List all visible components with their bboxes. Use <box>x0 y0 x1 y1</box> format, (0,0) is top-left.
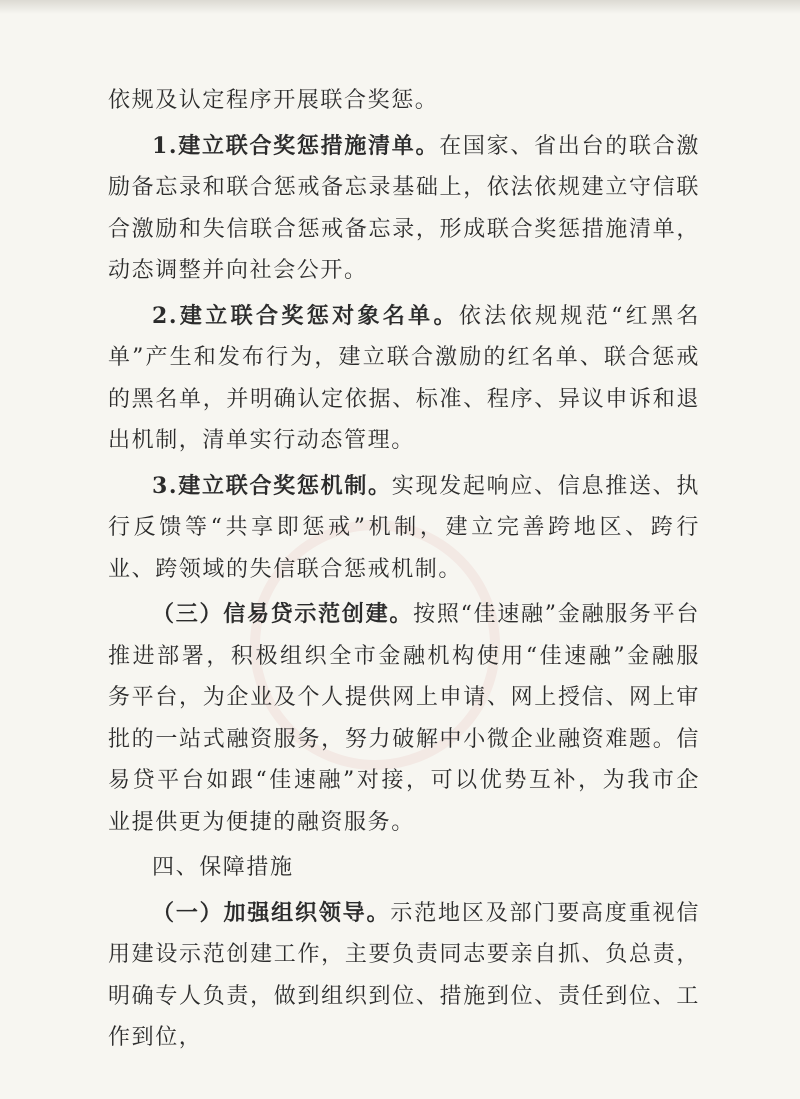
paragraph-continuation <box>108 80 700 122</box>
paragraph-organization <box>108 893 700 1059</box>
paragraph-text: 依法依规规范“红黑名单”产生和发布行为，建立联合激励的红名单、联合惩戒的黑名单，并明确认定依据、标准、程序、异议申诉和退出机制，清单实行动态管理。 <box>108 303 700 453</box>
scan-edge <box>0 0 800 14</box>
paragraph-lead: 3.建立联合奖惩机制。 <box>152 472 392 499</box>
paragraph-object-list <box>108 296 700 462</box>
paragraph-text: 依规及认定程序开展联合奖惩。 <box>108 88 439 113</box>
paragraph-lead: （三）信易贷示范创建。 <box>152 601 414 627</box>
paragraph-credit-loan <box>108 594 700 843</box>
paragraph-lead: （一）加强组织领导。 <box>152 899 391 926</box>
paragraph-text: 在国家、省出台的联合激励备忘录和联合惩戒备忘录基础上，依法依规建立守信联合激励和失信联合惩戒备忘录，形成联合奖惩措施清单，动态调整并向社会公开。 <box>108 133 700 283</box>
paragraph-mechanism <box>108 466 700 591</box>
document-page <box>108 80 700 1063</box>
paragraph-text: 实现发起响应、信息推送、执行反馈等“共享即惩戒”机制，建立完善跨地区、跨行业、跨领域的失信联合惩戒机制。 <box>108 473 700 582</box>
paragraph-measures-list <box>108 126 700 292</box>
section-heading: 四、保障措施 <box>152 855 294 880</box>
paragraph-lead: 2.建立联合奖惩对象名单。 <box>152 302 459 329</box>
paragraph-text: 按照“佳速融”金融服务平台推进部署，积极组织全市金融机构使用“佳速融”金融服务平台，为企业及个人提供网上申请、网上授信、网上审批的一站式融资服务，努力破解中小微企业融资难题。信易贷平台如跟“佳速融”对接，可以优势互补，为我市企业提供更为便捷的融资服务。 <box>108 602 701 835</box>
paragraph-lead: 1.建立联合奖惩措施清单。 <box>152 132 440 159</box>
paragraph-text: 示范地区及部门要高度重视信用建设示范创建工作，主要负责同志要亲自抓、负总责，明确专人负责，做到组织到位、措施到位、责任到位、工作到位， <box>108 900 700 1050</box>
